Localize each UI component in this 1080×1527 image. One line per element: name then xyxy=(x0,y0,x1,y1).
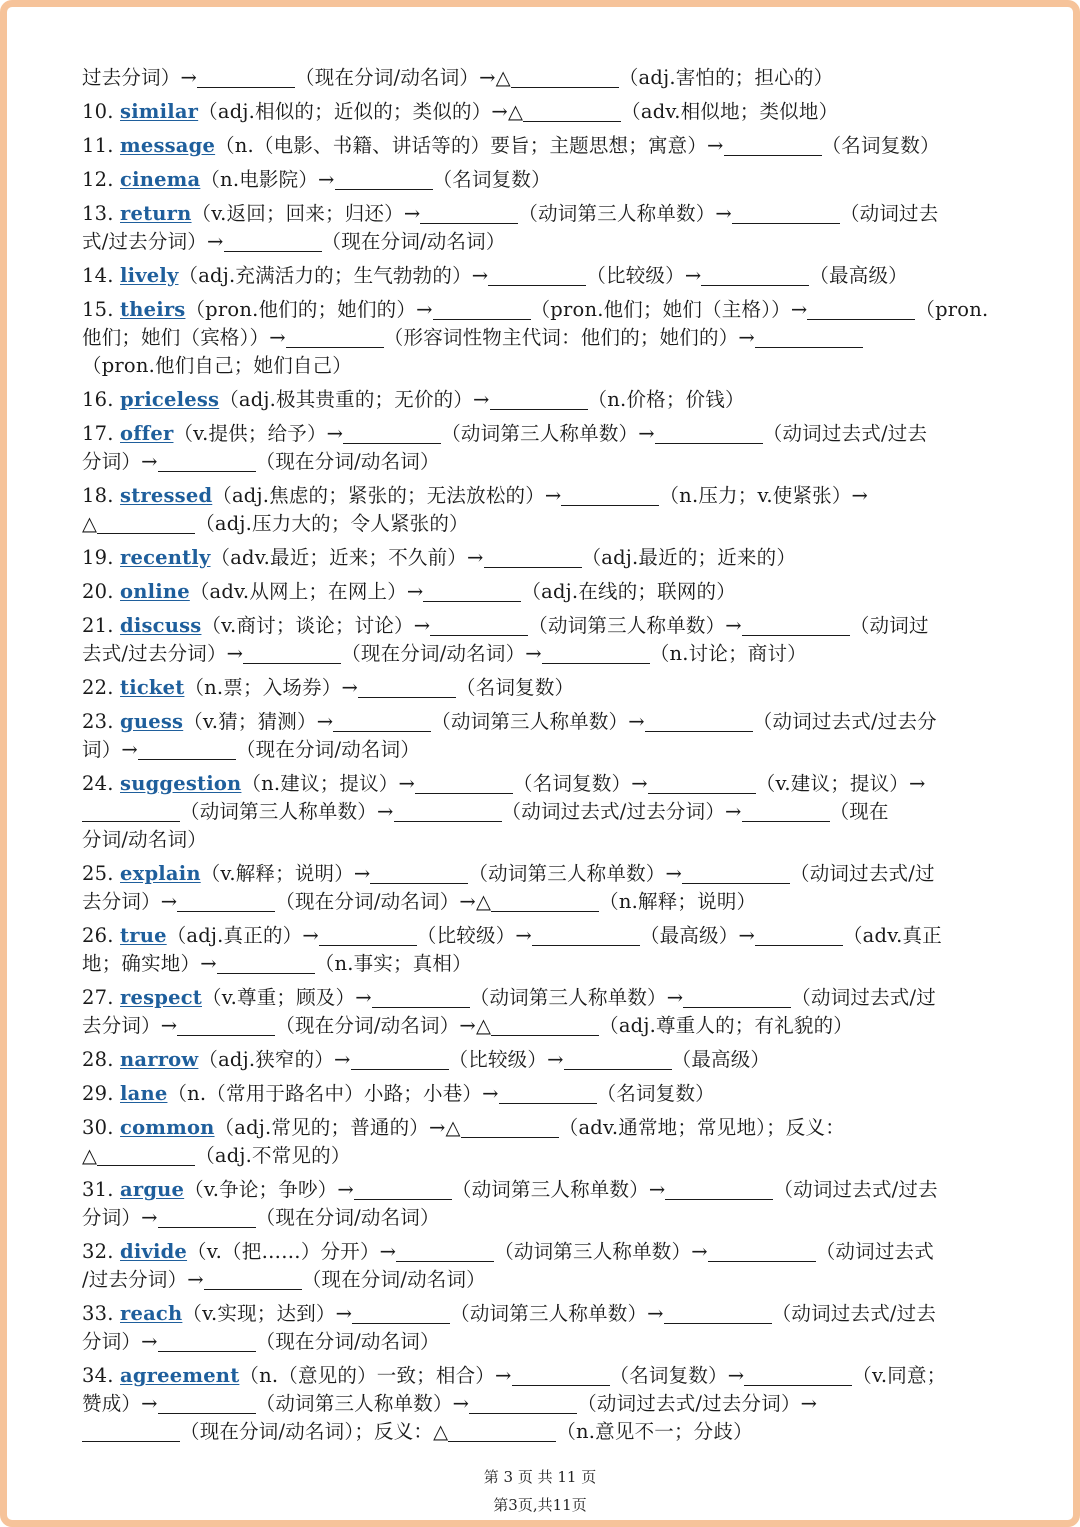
line-text: 29. xyxy=(82,1082,121,1105)
answer-blank[interactable] xyxy=(372,987,470,1008)
line-text: （v.尊重；顾及）→ xyxy=(202,986,372,1009)
line-text: （动词过去 xyxy=(839,202,939,225)
answer-blank[interactable] xyxy=(224,231,322,252)
line-text: （最高级） xyxy=(671,1048,771,1071)
answer-blank[interactable] xyxy=(433,299,531,320)
line-text: 分词）→ xyxy=(82,1206,158,1229)
answer-blank[interactable] xyxy=(682,863,790,884)
line-text: △ xyxy=(82,512,98,535)
worksheet-line xyxy=(82,1238,1000,1266)
answer-blank[interactable] xyxy=(732,203,840,224)
line-text: （adj.焦虑的；紧张的；无法放松的）→ xyxy=(212,484,562,507)
vocab-word: reach xyxy=(120,1302,183,1325)
vocab-word: common xyxy=(120,1116,215,1139)
line-text: 19. xyxy=(82,546,121,569)
worksheet-line xyxy=(82,482,1000,510)
line-text: （动词过去式/过 xyxy=(791,986,936,1009)
line-text: 11. xyxy=(82,134,121,157)
line-text: （动词过 xyxy=(849,614,929,637)
answer-blank[interactable] xyxy=(655,423,763,444)
line-text: 24. xyxy=(82,772,121,795)
line-text: 10. xyxy=(82,100,121,123)
vocab-word: theirs xyxy=(120,298,186,321)
worksheet-line xyxy=(82,132,1000,160)
line-text: （n.讨论；商讨） xyxy=(649,642,807,665)
answer-blank[interactable] xyxy=(204,1269,302,1290)
worksheet-line xyxy=(82,950,1000,978)
line-text: （形容词性物主代词：他们的；她们的）→ xyxy=(383,326,755,349)
line-text: （adj.不常见的） xyxy=(195,1144,351,1167)
answer-blank[interactable] xyxy=(420,203,518,224)
vocab-word: narrow xyxy=(120,1048,199,1071)
vocab-word: discuss xyxy=(120,614,202,637)
line-text: （动词过去式/过去分 xyxy=(752,710,937,733)
answer-blank[interactable] xyxy=(394,801,502,822)
worksheet-line xyxy=(82,1142,1000,1170)
line-text: 去分词）→ xyxy=(82,890,178,913)
line-text: （名词复数）→ xyxy=(609,1364,745,1387)
answer-blank[interactable] xyxy=(97,513,195,534)
line-text: 21. xyxy=(82,614,121,637)
worksheet-line xyxy=(82,826,1000,854)
worksheet-line xyxy=(82,984,1000,1012)
line-text: 地；确实地）→ xyxy=(82,952,217,975)
vocab-word: online xyxy=(120,580,190,603)
line-text: （adj.尊重人的；有礼貌的） xyxy=(599,1014,854,1037)
answer-blank[interactable] xyxy=(286,327,384,348)
line-text: （v.商讨；谈论；讨论）→ xyxy=(201,614,431,637)
answer-blank[interactable] xyxy=(532,925,640,946)
line-text: （动词第三人称单数）→ xyxy=(469,986,684,1009)
line-text: 34. xyxy=(82,1364,121,1387)
answer-blank[interactable] xyxy=(343,423,441,444)
answer-blank[interactable] xyxy=(488,265,586,286)
vocab-word: agreement xyxy=(120,1364,240,1387)
line-text: （adj.真正的）→ xyxy=(166,924,319,947)
line-text: （v.（把……）分开）→ xyxy=(187,1240,397,1263)
answer-blank[interactable] xyxy=(490,389,588,410)
line-text: （v.提供；给予）→ xyxy=(173,422,344,445)
line-text: 赞成）→ xyxy=(82,1392,158,1415)
line-text: （v.争论；争吵）→ xyxy=(184,1178,354,1201)
line-text: （比较级）→ xyxy=(416,924,532,947)
worksheet-line xyxy=(82,386,1000,414)
line-text: （最高级）→ xyxy=(639,924,755,947)
line-text: 式/过去分词）→ xyxy=(82,230,224,253)
worksheet-line xyxy=(82,64,1000,92)
worksheet-line xyxy=(82,1362,1000,1390)
answer-blank[interactable] xyxy=(423,581,521,602)
line-text: （n.事实；真相） xyxy=(314,952,472,975)
line-text: （名词复数） xyxy=(821,134,940,157)
line-text: （v.同意； xyxy=(852,1364,947,1387)
line-text: （n.电影院）→ xyxy=(200,168,335,191)
line-text: 27. xyxy=(82,986,121,1009)
answer-blank[interactable] xyxy=(742,801,830,822)
line-text: 过去分词）→ xyxy=(82,66,198,89)
answer-blank[interactable] xyxy=(430,615,528,636)
line-text: （比较级）→ xyxy=(586,264,702,287)
line-text: （adj.压力大的；令人紧张的） xyxy=(195,512,469,535)
line-text: 28. xyxy=(82,1048,121,1071)
answer-blank[interactable] xyxy=(542,643,650,664)
vocab-word: stressed xyxy=(120,484,213,507)
worksheet-line xyxy=(82,1390,1000,1418)
line-text: （现在分词/动名词）→△ xyxy=(275,890,492,913)
line-text: （v.返回；回来；归还）→ xyxy=(191,202,421,225)
line-text: （最高级） xyxy=(809,264,908,287)
answer-blank[interactable] xyxy=(415,773,513,794)
line-text: 30. xyxy=(82,1116,121,1139)
answer-blank[interactable] xyxy=(499,1083,597,1104)
vocab-word: suggestion xyxy=(120,772,242,795)
worksheet-line xyxy=(82,612,1000,640)
worksheet-line xyxy=(82,228,1000,256)
worksheet-line xyxy=(82,1046,1000,1074)
line-text: （现在分词/动名词）→△ xyxy=(295,66,511,89)
vocab-word: return xyxy=(120,202,192,225)
line-text: 33. xyxy=(82,1302,121,1325)
answer-blank[interactable] xyxy=(645,711,753,732)
line-text: 25. xyxy=(82,862,121,885)
worksheet-line xyxy=(82,1204,1000,1232)
line-text: （v.猜；猜测）→ xyxy=(183,710,334,733)
answer-blank[interactable] xyxy=(744,1365,852,1386)
line-text: 15. xyxy=(82,298,121,321)
line-text: （pron. xyxy=(915,298,989,321)
answer-blank[interactable] xyxy=(742,615,850,636)
answer-blank[interactable] xyxy=(561,485,659,506)
answer-blank[interactable] xyxy=(469,1393,577,1414)
answer-blank[interactable] xyxy=(197,67,295,88)
worksheet-line xyxy=(82,262,1000,290)
line-text: （v.实现；达到）→ xyxy=(182,1302,353,1325)
line-text: （动词第三人称单数）→ xyxy=(431,710,645,733)
line-text: （adj.相似的；近似的；类似的）→△ xyxy=(198,100,524,123)
worksheet-line xyxy=(82,1080,1000,1108)
line-text: 14. xyxy=(82,264,121,287)
worksheet-line xyxy=(82,1266,1000,1294)
line-text: （比较级）→ xyxy=(448,1048,564,1071)
answer-blank[interactable] xyxy=(370,863,468,884)
vocab-word: priceless xyxy=(120,388,220,411)
line-text: 12. xyxy=(82,168,121,191)
worksheet-line xyxy=(82,1328,1000,1356)
line-text: 去式/过去分词）→ xyxy=(82,642,244,665)
worksheet-line xyxy=(82,736,1000,764)
line-text: （动词过去式/过去分词）→ xyxy=(577,1392,818,1415)
line-text: （现在分词/动名词） xyxy=(255,450,440,473)
worksheet-line xyxy=(82,296,1000,324)
line-text: 31. xyxy=(82,1178,121,1201)
line-text: （动词第三人称单数）→ xyxy=(255,1392,470,1415)
answer-blank[interactable] xyxy=(177,891,275,912)
line-text: （n.价格；价钱） xyxy=(587,388,745,411)
worksheet-body xyxy=(82,64,1000,1446)
line-text: （现在分词/动名词）→△ xyxy=(275,1014,492,1037)
worksheet-line xyxy=(82,324,1000,352)
worksheet-line xyxy=(82,510,1000,538)
vocab-word: lane xyxy=(120,1082,168,1105)
answer-blank[interactable] xyxy=(217,953,315,974)
line-text: 32. xyxy=(82,1240,121,1263)
line-text: 20. xyxy=(82,580,121,603)
answer-blank[interactable] xyxy=(243,643,341,664)
line-text: （n.解释；说明） xyxy=(599,890,757,913)
line-text: /过去分词）→ xyxy=(82,1268,204,1291)
vocab-word: similar xyxy=(120,100,199,123)
line-text: （n.（电影、书籍、讲话等的）要旨；主题思想；寓意）→ xyxy=(215,134,724,157)
page-number-footer: 第 3 页 共 11 页 xyxy=(483,1468,597,1486)
line-text: （动词过去式/过去 xyxy=(771,1302,937,1325)
vocab-word: ticket xyxy=(120,676,185,699)
answer-blank[interactable] xyxy=(564,1049,672,1070)
vocab-word: lively xyxy=(120,264,179,287)
line-text: （adv.通常地；常见地）；反义： xyxy=(558,1116,845,1139)
worksheet-line xyxy=(82,770,1000,798)
vocab-word: divide xyxy=(120,1240,188,1263)
line-text: （n.（常用于路名中）小路；小巷）→ xyxy=(167,1082,499,1105)
line-text: （动词过去式 xyxy=(815,1240,934,1263)
answer-blank[interactable] xyxy=(484,547,582,568)
line-text: 26. xyxy=(82,924,121,947)
line-text: 分词）→ xyxy=(82,1330,158,1353)
answer-blank[interactable] xyxy=(683,987,791,1008)
line-text: （adj.在线的；联网的） xyxy=(521,580,736,603)
line-text: （现在分词/动名词）→ xyxy=(341,642,542,665)
line-text: 22. xyxy=(82,676,121,699)
vocab-word: offer xyxy=(120,422,174,445)
page-number-footer-secondary: 第3页,共11页 xyxy=(493,1496,587,1514)
answer-blank[interactable] xyxy=(335,169,433,190)
answer-blank[interactable] xyxy=(82,1421,180,1442)
answer-blank[interactable] xyxy=(177,1015,275,1036)
worksheet-line xyxy=(82,798,1000,826)
line-text: （动词第三人称单数）→ xyxy=(180,800,394,823)
worksheet-line xyxy=(82,640,1000,668)
answer-blank[interactable] xyxy=(158,1393,256,1414)
worksheet-line xyxy=(82,922,1000,950)
line-text: （adv.真正 xyxy=(842,924,942,947)
line-text: （pron.他们自己；她们自己） xyxy=(82,354,353,377)
line-text: （pron.他们的；她们的）→ xyxy=(185,298,433,321)
answer-blank[interactable] xyxy=(358,677,456,698)
worksheet-line xyxy=(82,1012,1000,1040)
answer-blank[interactable] xyxy=(354,1179,452,1200)
line-text: （adj.充满活力的；生气勃勃的）→ xyxy=(178,264,489,287)
line-text: （动词过去式/过 xyxy=(790,862,935,885)
vocab-word: cinema xyxy=(120,168,201,191)
answer-blank[interactable] xyxy=(664,1303,772,1324)
line-text: （动词过去式/过去分词）→ xyxy=(501,800,742,823)
line-text: 13. xyxy=(82,202,121,225)
worksheet-line xyxy=(82,674,1000,702)
answer-blank[interactable] xyxy=(352,1303,450,1324)
answer-blank[interactable] xyxy=(333,711,431,732)
line-text: （动词第三人称单数）→ xyxy=(518,202,732,225)
line-text: （动词过去式/过去 xyxy=(762,422,928,445)
worksheet-line xyxy=(82,420,1000,448)
worksheet-line xyxy=(82,1418,1000,1446)
answer-blank[interactable] xyxy=(319,925,417,946)
line-text: 去分词）→ xyxy=(82,1014,178,1037)
line-text: （adj.极其贵重的；无价的）→ xyxy=(219,388,490,411)
line-text: （名词复数） xyxy=(432,168,551,191)
answer-blank[interactable] xyxy=(724,135,822,156)
line-text: （现在分词/动名词）；反义：△ xyxy=(180,1420,449,1443)
line-text: 16. xyxy=(82,388,121,411)
line-text: （adj.害怕的；担心的） xyxy=(618,66,834,89)
line-text: 23. xyxy=(82,710,121,733)
line-text: （名词复数） xyxy=(596,1082,715,1105)
answer-blank[interactable] xyxy=(158,1207,256,1228)
line-text: （名词复数）→ xyxy=(513,772,648,795)
answer-blank[interactable] xyxy=(351,1049,449,1070)
answer-blank[interactable] xyxy=(158,1331,256,1352)
answer-blank[interactable] xyxy=(523,101,621,122)
vocab-word: message xyxy=(120,134,216,157)
answer-blank[interactable] xyxy=(755,925,843,946)
answer-blank[interactable] xyxy=(97,1145,195,1166)
line-text: （n.意见不一；分歧） xyxy=(556,1420,753,1443)
worksheet-line xyxy=(82,448,1000,476)
answer-blank[interactable] xyxy=(755,327,863,348)
line-text: （动词第三人称单数）→ xyxy=(441,422,655,445)
answer-blank[interactable] xyxy=(158,451,256,472)
line-text: 分词/动名词） xyxy=(82,828,207,851)
line-text: 18. xyxy=(82,484,121,507)
vocab-word: true xyxy=(120,924,167,947)
line-text: （动词过去式/过去 xyxy=(773,1178,938,1201)
line-text: （adj.最近的；近来的） xyxy=(581,546,797,569)
line-text: （adj.狭窄的）→ xyxy=(198,1048,351,1071)
answer-blank[interactable] xyxy=(511,67,619,88)
line-text: （动词第三人称单数）→ xyxy=(494,1240,708,1263)
answer-blank[interactable] xyxy=(461,1117,559,1138)
worksheet-line xyxy=(82,708,1000,736)
answer-blank[interactable] xyxy=(448,1421,556,1442)
line-text: （adj.常见的；普通的）→△ xyxy=(214,1116,461,1139)
line-text: （现在分词/动名词） xyxy=(255,1330,440,1353)
line-text: （现在分词/动名词） xyxy=(301,1268,486,1291)
line-text: （动词第三人称单数）→ xyxy=(451,1178,666,1201)
line-text: （动词第三人称单数）→ xyxy=(528,614,742,637)
answer-blank[interactable] xyxy=(708,1241,816,1262)
worksheet-line xyxy=(82,578,1000,606)
answer-blank[interactable] xyxy=(665,1179,773,1200)
line-text: （n.压力；v.使紧张）→ xyxy=(659,484,869,507)
line-text: （动词第三人称单数）→ xyxy=(450,1302,664,1325)
worksheet-line xyxy=(82,200,1000,228)
worksheet-line xyxy=(82,1114,1000,1142)
line-text: （现在分词/动名词） xyxy=(235,738,421,761)
answer-blank[interactable] xyxy=(807,299,915,320)
vocab-word: explain xyxy=(120,862,201,885)
line-text: （v.建议；提议）→ xyxy=(755,772,926,795)
line-text: （现在 xyxy=(829,800,889,823)
worksheet-line xyxy=(82,352,1000,380)
line-text: （n.（意见的）一致；相合）→ xyxy=(239,1364,512,1387)
worksheet-line xyxy=(82,1176,1000,1204)
vocab-word: respect xyxy=(120,986,202,1009)
answer-blank[interactable] xyxy=(396,1241,494,1262)
answer-blank[interactable] xyxy=(138,739,236,760)
answer-blank[interactable] xyxy=(701,265,809,286)
line-text: （v.解释；说明）→ xyxy=(200,862,371,885)
line-text: （现在分词/动名词） xyxy=(255,1206,440,1229)
worksheet-line xyxy=(82,544,1000,572)
worksheet-line xyxy=(82,1300,1000,1328)
vocab-word: guess xyxy=(120,710,184,733)
vocab-word: recently xyxy=(120,546,211,569)
answer-blank[interactable] xyxy=(512,1365,610,1386)
line-text: （adv.从网上；在网上）→ xyxy=(189,580,424,603)
line-text: （现在分词/动名词） xyxy=(321,230,506,253)
line-text: （pron.他们；她们（主格））→ xyxy=(530,298,808,321)
line-text: 他们；她们（宾格））→ xyxy=(82,326,286,349)
line-text: （名词复数） xyxy=(456,676,575,699)
answer-blank[interactable] xyxy=(82,801,180,822)
line-text: （adv.最近；近来；不久前）→ xyxy=(210,546,484,569)
line-text: 17. xyxy=(82,422,121,445)
line-text: （n.建议；提议）→ xyxy=(241,772,416,795)
worksheet-line xyxy=(82,888,1000,916)
worksheet-line xyxy=(82,860,1000,888)
line-text: △ xyxy=(82,1144,98,1167)
line-text: 词）→ xyxy=(82,738,138,761)
worksheet-line xyxy=(82,98,1000,126)
worksheet-line xyxy=(82,166,1000,194)
line-text: （adv.相似地；类似地） xyxy=(621,100,839,123)
answer-blank[interactable] xyxy=(491,891,599,912)
answer-blank[interactable] xyxy=(648,773,756,794)
vocab-word: argue xyxy=(120,1178,185,1201)
line-text: （动词第三人称单数）→ xyxy=(468,862,683,885)
line-text: 分词）→ xyxy=(82,450,158,473)
line-text: （n.票；入场券）→ xyxy=(184,676,359,699)
answer-blank[interactable] xyxy=(491,1015,599,1036)
